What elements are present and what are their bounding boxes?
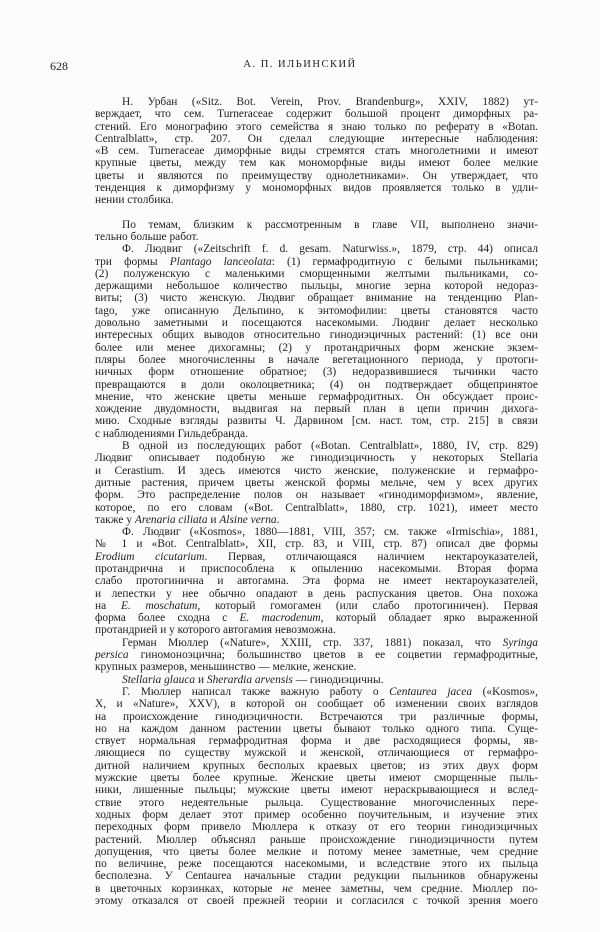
text-segment: Людвиг описывает подобную же гинодиэцичность у некоторых Stellaria [95,452,538,465]
italic-term: Erodium cicutarium [95,550,205,563]
text-line [95,342,538,354]
text-line [95,637,538,649]
text-segment: В одной из последующих работ («Botan. Centralblatt», 1880, IV, стр. 829) [122,440,538,453]
text-line [95,452,538,464]
text-line [95,366,538,378]
paragraph [95,440,538,526]
text-segment: . Первая, отличающаяся наличием нектароуказателей, [204,550,538,563]
text-line [95,809,538,821]
text-segment: , который гомогамен (или слабо протогиничен). Первая [197,599,539,612]
text-segment: дитной наличием крупных бесполых краевых цветов; из этих двух форм [95,759,538,772]
text-line [95,428,538,440]
text-segment: , который обладает ярко выраженной [320,612,538,625]
text-segment: слабо протогинична и автогамна. Эта форма не имеет нектароуказателей, [95,575,538,588]
italic-term: Plantago lanceolata [169,255,272,268]
text-line [95,354,538,366]
text-segment: растений. Мюллер объяснял раньше происхождение гинодиэцичности путем [95,833,538,846]
text-segment: № 1 и «Bot. Centralblatt», XII, стр. 83, и VIII, стр. 87) описал две формы [95,538,538,551]
text-line [95,194,538,206]
text-segment: менее заметны, чем средние. Мюллер по- [292,882,538,895]
text-line [95,797,538,809]
text-line [95,870,538,882]
paragraph [95,637,538,674]
text-segment: ствует нормальная гермафродитная форма и две расходящиеся формы, яв- [95,735,538,748]
text-line [95,440,538,452]
text-line [95,784,538,796]
text-line [95,821,538,833]
text-segment: Г. Мюллер написал также важную работу о [122,685,390,698]
text-segment: в цветочных корзинках, которые [95,882,283,895]
text-line [95,465,538,477]
text-line [95,157,538,169]
text-segment: цветы и являются по преимуществу однолетниками». Он утверждает, что [95,169,538,182]
text-segment: дитные растения, причем цветы женской формы мельче, чем у всех других [95,476,538,489]
text-segment: форма более сходна с [95,612,240,625]
text-segment: этому отказался от своей прежней теории и согласился с точкой зрения моего [95,895,538,907]
text-line [95,747,538,759]
text-line [95,182,538,194]
text-segment: бесполезна. У Centaurea начальные стадии редукции пыльников обнаружены [95,870,538,883]
text-line [95,538,538,550]
text-line [95,96,538,108]
italic-term: persica [95,649,129,662]
text-segment: превращаются в доли околоцветника; (4) он подтверждает общепринятое [95,378,538,391]
text-segment: ствие этого недеятельные рыльца. Существование многочисленных пере- [95,796,538,809]
text-line [95,846,538,858]
text-segment: Ф. Людвиг («Zeitschrift f. d. gesam. Naturwiss.», 1879, стр. 44) описал [122,243,538,256]
italic-term: Centaurea jacea [389,685,473,698]
text-line [95,379,538,391]
text-line [95,563,538,575]
text-segment: ничных форм отношение обратное; (3) недоразвившиеся тычинки часто [95,366,538,379]
text-line [95,489,538,501]
italic-term: Syringa [502,636,538,649]
text-segment: довольно заметными и посещаются насекомыми. Людвиг делает несколько [95,317,538,330]
text-segment: Герман Мюллер («Nature», XXIII, стр. 337, 1881) показал, что [122,636,503,649]
text-line [95,858,538,870]
text-segment: крупные цветы, между тем как мономорфные виды имеют более мелкие [95,157,538,170]
text-segment: : (1) гермафродитную с белыми пыльниками; [271,255,538,268]
text-line [95,551,538,563]
text-segment: крупных размеров, меньшинство — мелкие, женские. [95,661,357,674]
text-line [95,329,538,341]
text-line [95,403,538,415]
text-line [95,698,538,710]
text-line [95,121,538,133]
text-segment: но на каждом данном растении цветы бывают только одного типа. Суще- [95,722,538,735]
text-line [95,391,538,403]
text-line [95,760,538,772]
text-segment: ходных форм делает этот пример особенно поучительным, и изучение этих [95,808,538,821]
text-segment: ляющиеся по существу мужской и женской, отличающиеся от гермафро- [95,747,538,760]
text-line [95,256,538,268]
italic-term: Sherardia arvensis [206,673,293,686]
text-line [95,588,538,600]
italic-term: Arenaria ciliata [134,513,208,526]
text-line [95,883,538,895]
text-segment: протандрией и у которого автогамия невозможна. [95,624,336,637]
text-line [95,772,538,784]
text-line [95,145,538,157]
text-line [95,575,538,587]
text-segment: более или менее дихогамны; (2) у протандричных форм женские экзем- [95,341,538,354]
text-segment: стений. Его монографию этого семейства я знаю только по реферату в «Botan. [95,120,538,133]
text-segment: пляры более многочисленны в начале вегетационного периода, у протоги- [95,353,538,366]
text-segment: «В сем. Turneraceae диморфные виды стремятся стать многолетними и имеют [95,145,538,158]
text-line [95,133,538,145]
text-segment: которое, по его словам («Bot. Centralblatt», 1880, стр. 1021), имеет место [95,501,538,514]
paragraph [95,243,538,440]
text-segment: хождение двудомности, выдвигая на первый план в цепи причин дихога- [95,403,538,416]
text-segment: мию. Сходные взгляды развиты Ч. Дарвином [см. наст. том, стр. 215] в связи [95,415,538,428]
italic-term: не [282,882,293,895]
text-segment: на [95,599,121,612]
text-segment: . [276,513,280,526]
text-line [95,895,538,907]
text-segment: По темам, близким к рассмотренным в главе VII, выполнено значи- [122,218,538,231]
text-line [95,317,538,329]
text-line [95,612,538,624]
text-segment: верждает, что сем. Turneraceae содержит большой процент диморфных ра- [95,108,538,121]
text-line [95,268,538,280]
text-line [95,735,538,747]
text-line [95,170,538,182]
paragraph [95,96,538,207]
text-line [95,305,538,317]
text-line [95,243,538,255]
text-segment: Н. Урбан («Sitz. Bot. Verein, Prov. Brandenburg», XXIV, 1882) ут- [122,96,538,108]
text-line [95,415,538,427]
text-segment: три формы [95,255,170,268]
text-line [95,219,538,231]
text-line [95,514,538,526]
text-segment: допущения, что цветы более мелкие и потому менее заметные, чем средние [95,845,538,858]
running-header: А. П. ИЛЬИНСКИЙ [243,59,357,70]
text-line [95,108,538,120]
text-line [95,624,538,636]
text-line [95,231,538,243]
text-segment: тенденция к диморфизму у мономорфных видов проявляется только в удли- [95,182,538,195]
text-line [95,526,538,538]
text-segment: гиномоноэцична; большинство цветов в ее соцветии гермафродитные, [128,649,538,662]
text-segment: виты; (3) чисто женскую. Людвиг обращает внимание на тенденцию Plan- [95,292,538,305]
text-segment: мнение, что женские цветы меньше гермафродитных. Он обсуждает проис- [95,390,538,403]
text-line [95,502,538,514]
text-segment: и [207,513,220,526]
text-line [95,711,538,723]
text-line [95,686,538,698]
italic-term: E. moschatum [120,599,198,612]
text-segment: ники, лишенные пыльцы; мужские цветы имеют нераскрывающиеся и вслед- [95,784,538,797]
text-segment: Ф. Людвиг («Kosmos», 1880—1881, VIII, 357; см. также «Irmischia», 1881, [122,526,538,539]
text-segment: протандрична и приспособлена к опылению насекомыми. Вторая форма [95,562,538,575]
text-segment: форм. Это распределение полов он называет «гинодиморфизмом», явление, [95,489,538,502]
text-segment: переходных форм привело Мюллера к отказу от его теории гинодиэцичных [95,821,538,834]
text-segment: и лепестки у нее обычно опадают в день распускания цветов. Она похожа [95,587,538,600]
page-number: 628 [50,59,68,73]
text-segment: и [195,673,207,686]
text-line [95,661,538,673]
text-line [95,477,538,489]
text-line [95,280,538,292]
text-segment: с наблюдениями Гильдебранда. [95,427,248,440]
body-text [95,96,538,907]
text-segment: интересных общих выводов относительно гинодиэцичных растений: (1) все они [95,329,538,342]
text-line [95,674,538,686]
text-segment: X, и «Nature», XXV), в которой он сообщает об изменении своих взглядов [95,698,538,711]
text-segment: Centralblatt», стр. 207. Он сделал следующие интересные наблюдения: [95,132,538,145]
italic-term: Stellaria glauca [122,673,196,686]
text-segment: — гинодиэцичны. [292,673,384,686]
text-line [95,649,538,661]
text-segment: нении столбика. [95,194,174,207]
text-segment: tago, уже описанную Дельпино, к энтомофилии: цветы становятся часто [95,304,538,317]
text-segment: и Cerastium. И здесь имеются чисто женские, полуженские и гермафро- [95,464,538,477]
text-segment: на происхождение гинодиэцичности. Встречаются три различные формы, [95,710,538,723]
text-line [95,600,538,612]
text-line [95,834,538,846]
paragraph [95,219,538,244]
text-segment: также у [95,513,135,526]
paragraph [95,674,538,686]
italic-term: Alsine verna [219,513,277,526]
italic-term: E. macrodenum [239,612,321,625]
text-segment: держащими небольшое количество пыльцы, многие зерна которой недораз- [95,280,538,293]
text-segment: мужские цветы более крупные. Женские цветы имеют сморщенные пыль- [95,772,538,785]
text-segment: тельно больше работ. [95,230,199,243]
text-line [95,723,538,735]
text-segment: по величине, реже посещаются насекомыми, и вследствие этого их пыльца [95,858,538,871]
text-segment: (2) полуженскую с маленькими сморщенными желтыми пыльниками, со- [95,267,538,280]
text-segment: («Kosmos», [472,685,538,698]
paragraph [95,526,538,637]
paragraph [95,686,538,907]
text-line [95,292,538,304]
